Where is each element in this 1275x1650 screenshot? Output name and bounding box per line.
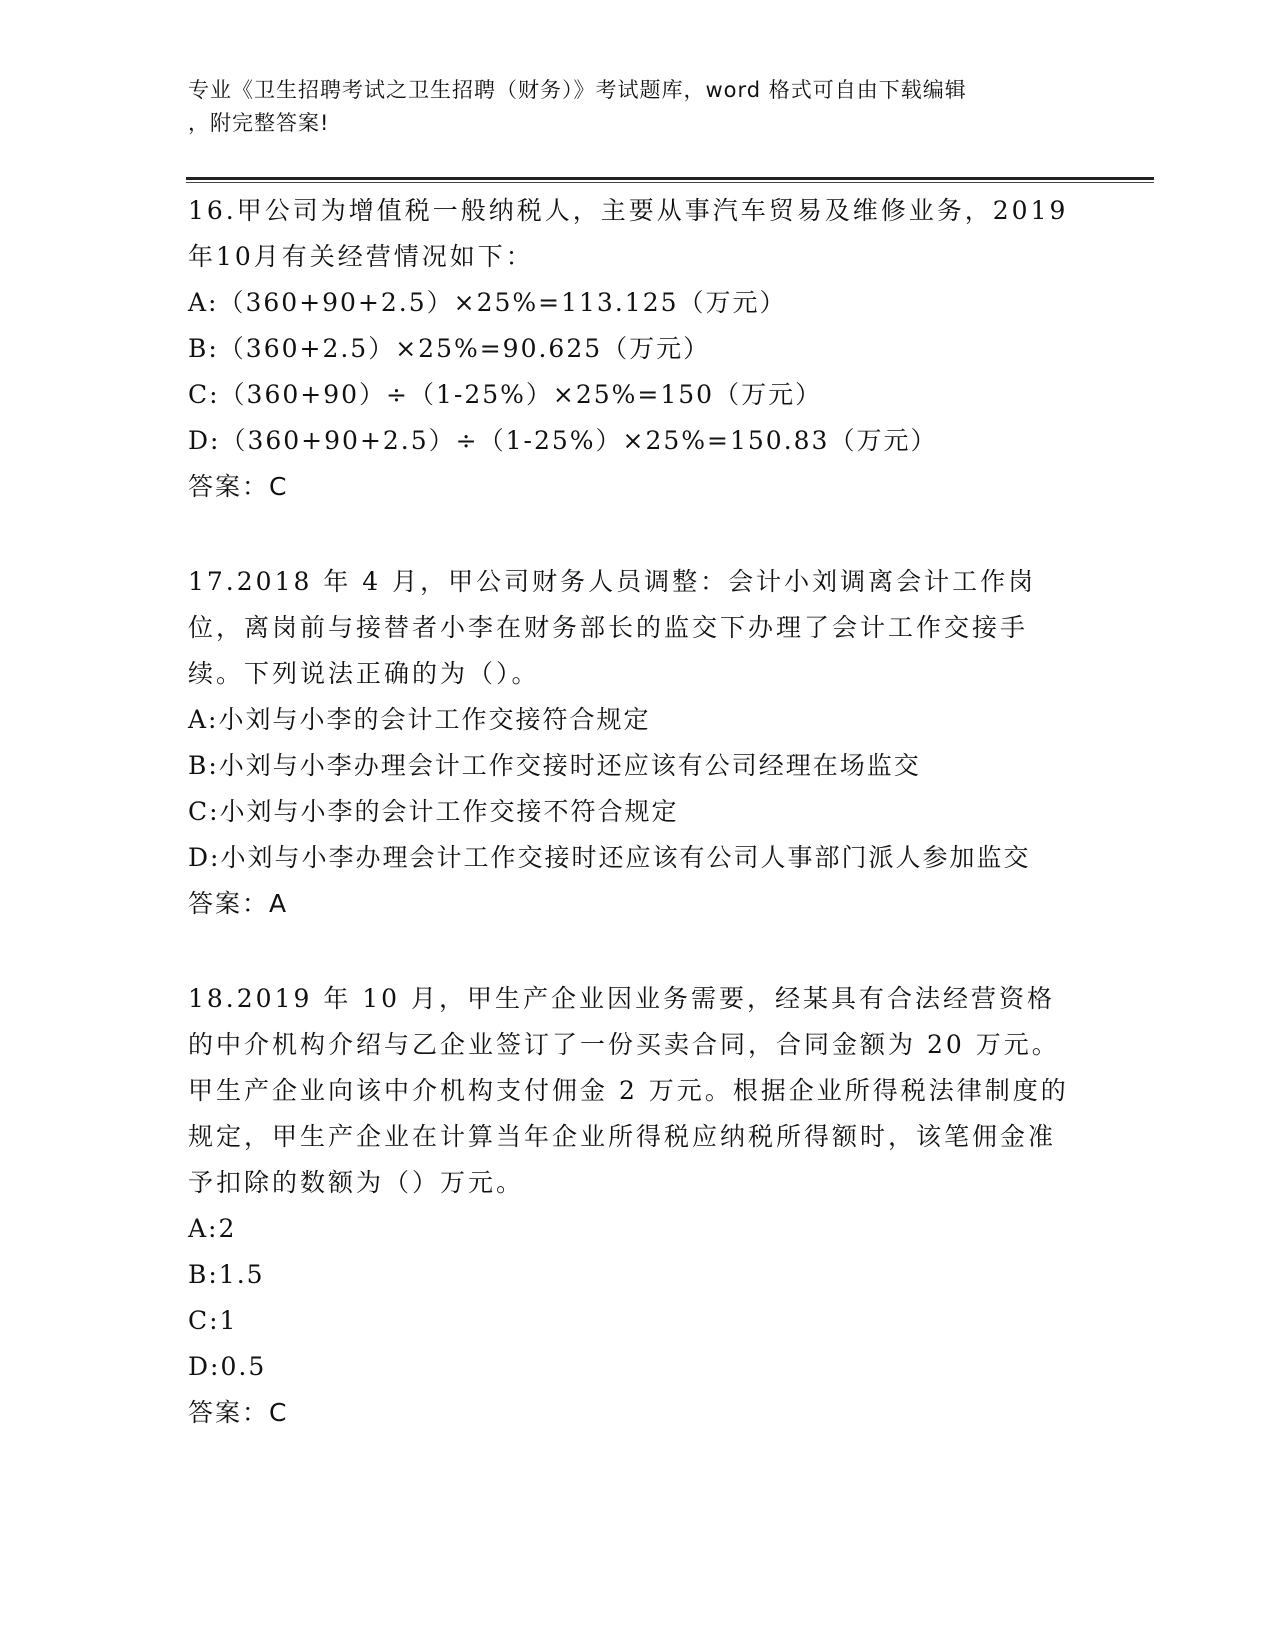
header-line-1: 专业《卫生招聘考试之卫生招聘（财务）》考试题库，word 格式可自由下载编辑 [188,78,967,102]
option-a: A:2 [188,1214,237,1243]
option-c: C:小刘与小李的会计工作交接不符合规定 [188,797,679,826]
answer-label: 答案：C [188,472,289,501]
option-b: B:小刘与小李办理会计工作交接时还应该有公司经理在场监交 [188,751,921,780]
answer-label: 答案：A [188,889,289,918]
option-c: C:1 [188,1306,238,1335]
option-d: D:（360+90+2.5）÷（1-25%）×25%=150.83（万元） [188,426,938,455]
option-c: C:（360+90）÷（1-25%）×25%=150（万元） [188,380,823,409]
answer-label: 答案：C [188,1398,289,1427]
document-header [188,74,1088,140]
header-divider-thick [186,177,1154,180]
question-list [188,188,1088,1485]
option-d: D:小刘与小李办理会计工作交接时还应该有公司人事部门派人参加监交 [188,843,1031,872]
option-a: A:小刘与小李的会计工作交接符合规定 [188,705,651,734]
question-stem: 17.2018 年 4 月，甲公司财务人员调整：会计小刘调离会计工作岗位，离岗前与接替者小李在财务部长的监交下办理了会计工作交接手续。下列说法正确的为（）。 [188,567,1037,688]
option-a: A:（360+90+2.5）×25%=113.125（万元） [188,288,787,317]
question-stem: 18.2019 年 10 月，甲生产企业因业务需要，经某具有合法经营资格的中介机构介绍与乙企业签订了一份买卖合同，合同金额为 20 万元。甲生产企业向该中介机构支付佣金 2 万元。根据企业所得税法律制度的规定，甲生产企业在计算当年企业所得税应纳税所得额时，该笔佣金准予扣除的数额为（）万元。 [188,984,1069,1197]
question-17 [188,559,1088,927]
question-18 [188,976,1088,1436]
option-b: B:（360+2.5）×25%=90.625（万元） [188,334,711,363]
header-line-2: ，附完整答案! [188,111,330,135]
option-d: D:0.5 [188,1352,267,1381]
header-divider-thin [186,182,1154,183]
option-b: B:1.5 [188,1260,265,1289]
question-stem: 16.甲公司为增值税一般纳税人，主要从事汽车贸易及维修业务，2019年10月有关经营情况如下： [188,196,1069,271]
question-16 [188,188,1088,510]
